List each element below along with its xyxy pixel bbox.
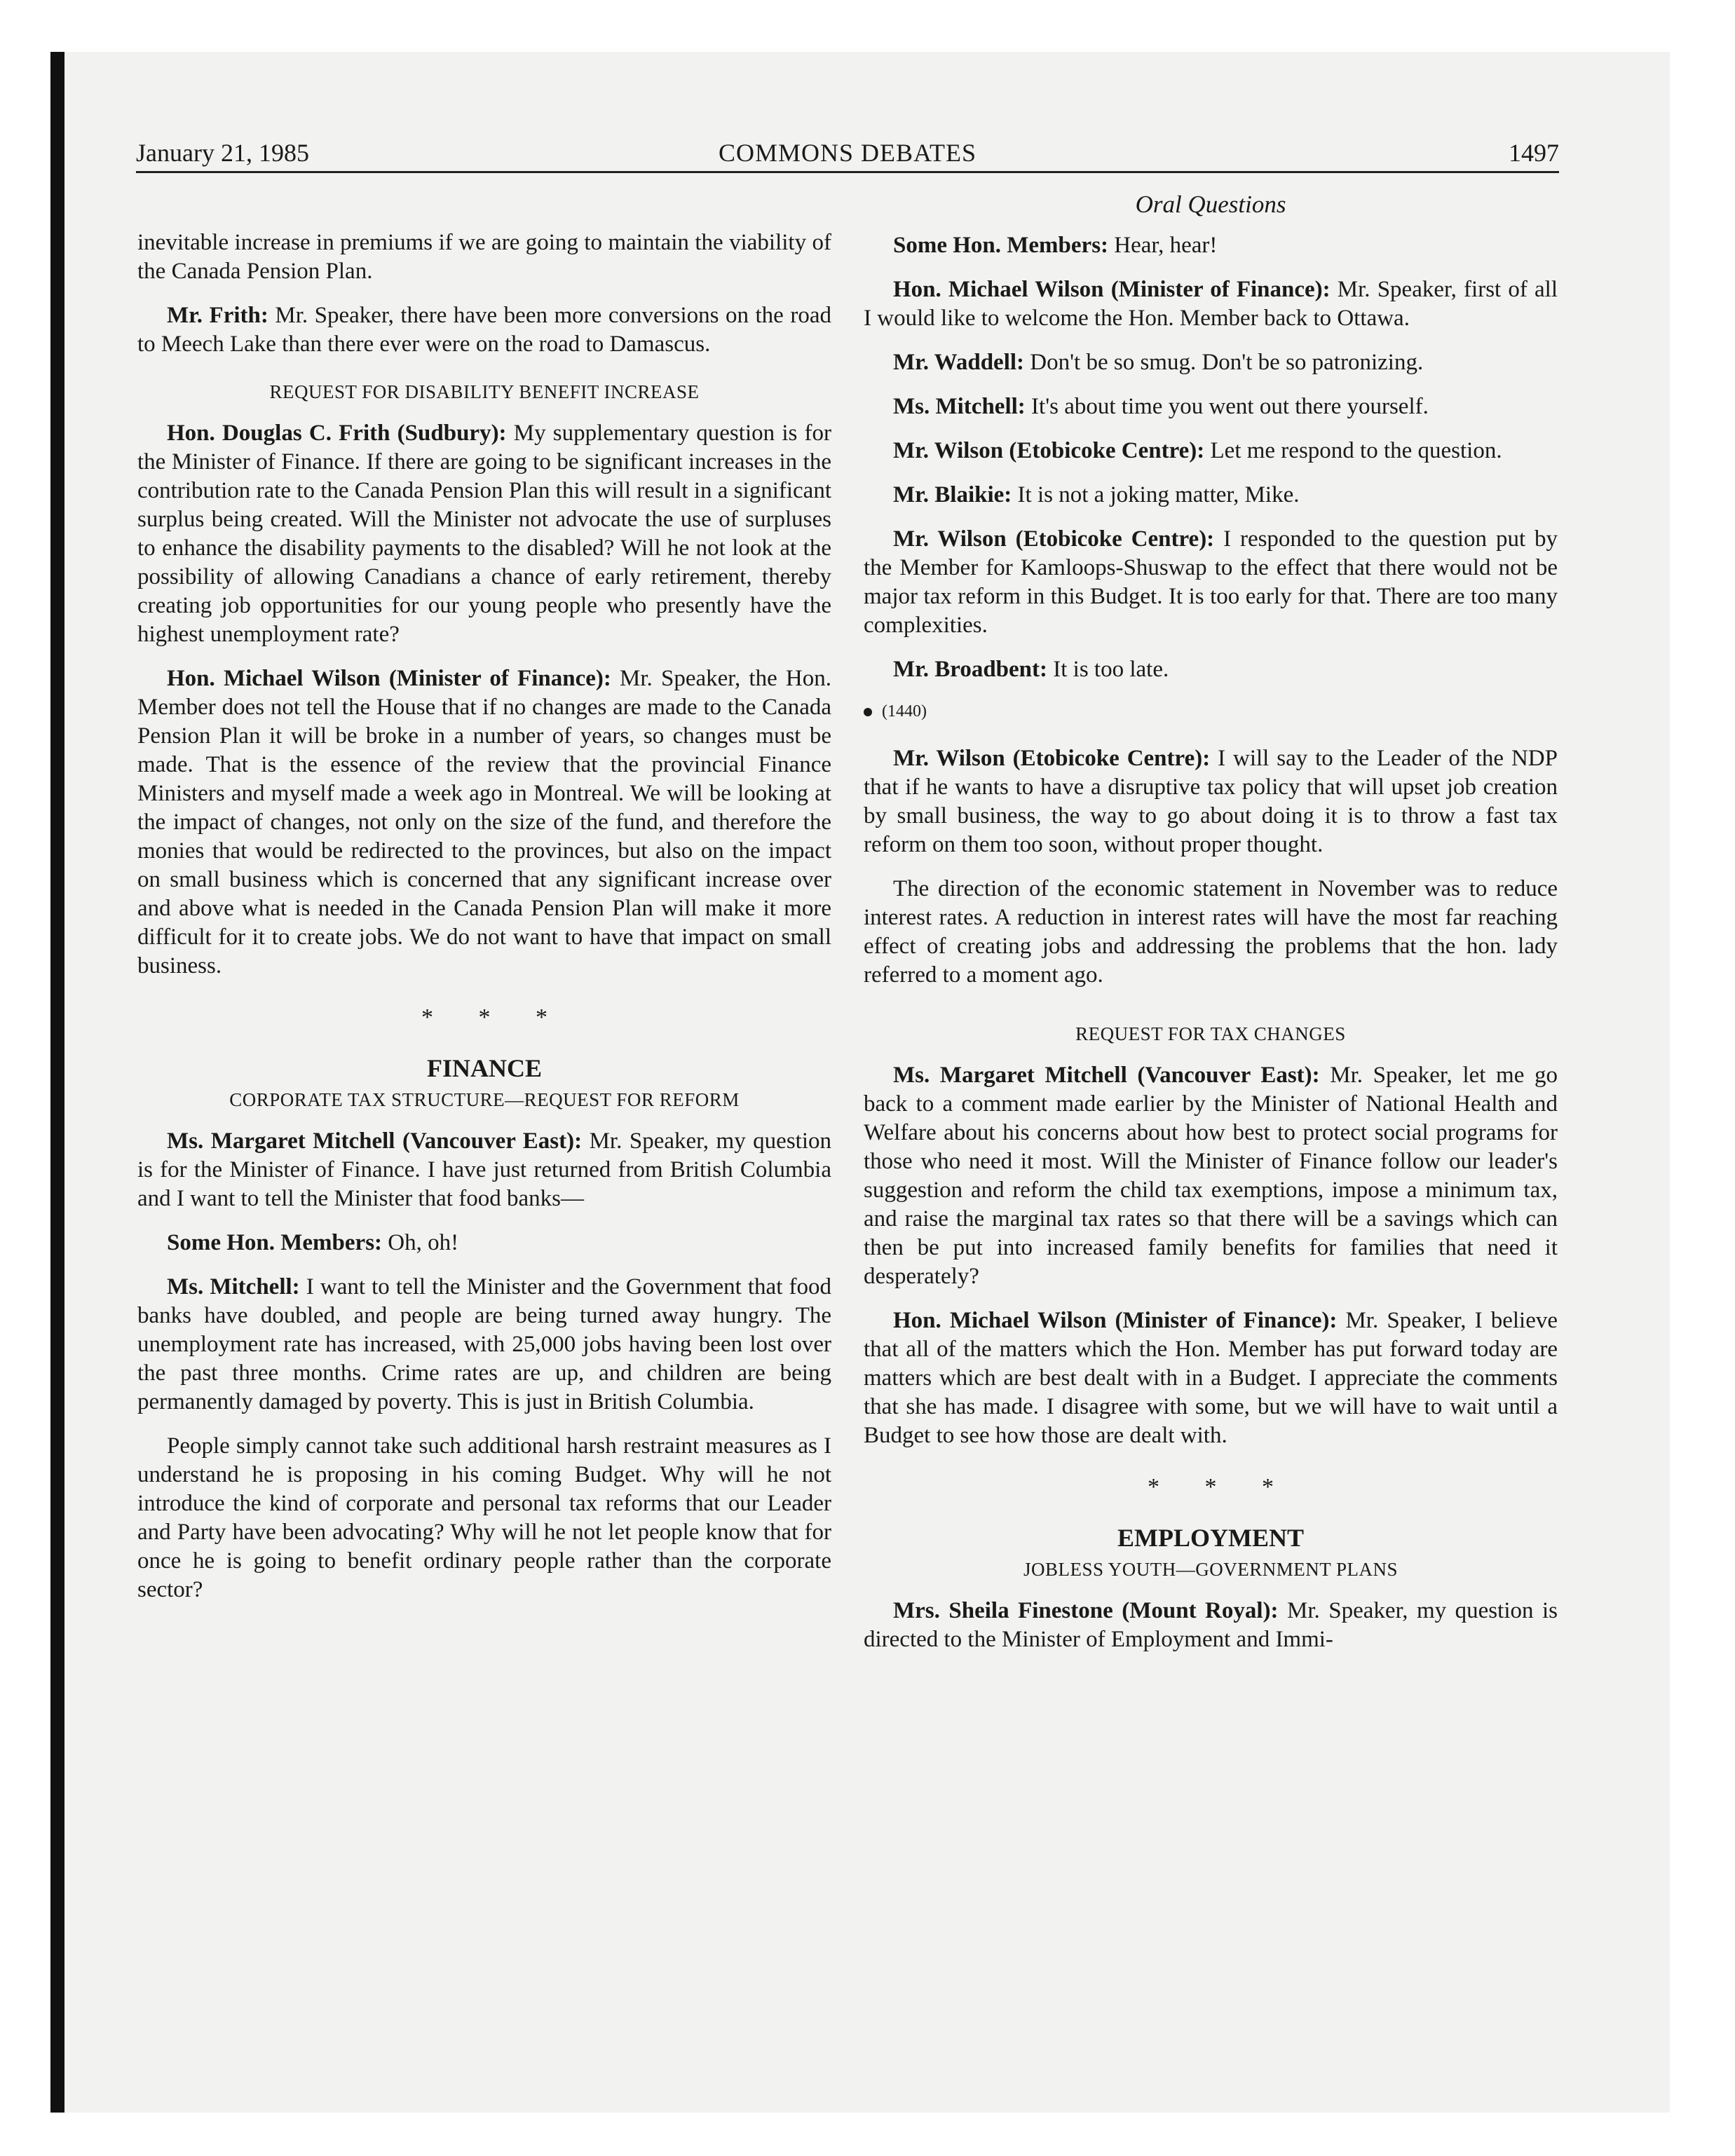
speech-paragraph (864, 1597, 1558, 1654)
speech-text: It's about time you went out there yourself. (1025, 394, 1429, 419)
topic-heading: EMPLOYMENT (1117, 1524, 1304, 1552)
speaker-name: Hon. Michael Wilson (Minister of Finance): (167, 666, 611, 691)
speech-text: I want to tell the Minister and the Government that food banks have doubled, and people are being turned away hungry. The unemployment rate has increased, with 25,000 jobs having been lost over the past three months. Crime rates are up, and children are being permanently damaged by poverty. This is just in British Columbia. (137, 1274, 831, 1414)
section-separator: * * * (421, 1004, 567, 1030)
subheading: JOBLESS YOUTH—GOVERNMENT PLANS (1023, 1559, 1399, 1580)
subheading: REQUEST FOR TAX CHANGES (1075, 1023, 1346, 1044)
speech-paragraph (864, 348, 1558, 377)
header-date: January 21, 1985 (136, 139, 309, 167)
speech-text: Mr. Speaker, there have been more conversions on the road to Meech Lake than there ever were on the road to Damascus. (137, 303, 831, 357)
speech-paragraph (864, 1306, 1558, 1450)
speech-paragraph (137, 664, 831, 981)
speech-text: Let me respond to the question. (1204, 438, 1502, 463)
speech-text: Hear, hear! (1108, 233, 1218, 258)
speech-text: Oh, oh! (382, 1230, 459, 1255)
speaker-name: Ms. Margaret Mitchell (Vancouver East): (893, 1063, 1320, 1088)
speech-paragraph (864, 437, 1558, 465)
speech-paragraph (137, 1273, 831, 1417)
time-marker-text: (1440) (882, 702, 927, 721)
speech-paragraph (864, 481, 1558, 510)
speech-paragraph (864, 275, 1558, 333)
topic-heading: FINANCE (426, 1054, 542, 1082)
speech-paragraph (137, 1127, 831, 1213)
speech-text: Mr. Speaker, first of all I would like to welcome the Hon. Member back to Ottawa. (864, 277, 1558, 331)
speech-text: My supplementary question is for the Minister of Finance. If there are going to be significant increases in the contribution rate to the Canada Pension Plan this will result in a significant surplus being created. Will the Minister not advocate the use of surpluses to enhance the disability payments to the disabled? Will he not look at the possibility of allowing Canadians a chance of early retirement, thereby creating job opportunities for our young people who presently have the highest unemployment rate? (137, 421, 832, 647)
speaker-name: Mr. Wilson (Etobicoke Centre): (893, 438, 1205, 463)
speaker-name: Mrs. Sheila Finestone (Mount Royal): (893, 1598, 1279, 1623)
speech-paragraph (137, 1229, 831, 1257)
paragraph: inevitable increase in premiums if we are going to maintain the viability of the Canada Pension Plan. (137, 230, 831, 284)
speaker-name: Mr. Blaikie: (893, 482, 1012, 507)
speaker-name: Mr. Wilson (Etobicoke Centre): (893, 746, 1211, 771)
speech-paragraph (864, 231, 1558, 260)
speech-text: It is not a joking matter, Mike. (1012, 482, 1300, 507)
speaker-name: Some Hon. Members: (167, 1230, 383, 1255)
speech-text: It is too late. (1047, 657, 1169, 682)
speech-text: Don't be so smug. Don't be so patronizing. (1024, 350, 1424, 375)
speaker-name: Hon. Michael Wilson (Minister of Finance): (893, 277, 1331, 302)
speaker-name: Mr. Frith: (167, 303, 268, 328)
speech-text: Mr. Speaker, the Hon. Member does not tell the House that if no changes are made to the Canada Pension Plan it will be broke in a number of years, so changes must be made. That is the essence of the review that the provincial Finance Ministers and myself made a week ago in Montreal. We will be looking at the impact of changes, not only on the size of the fund, and therefore the monies that would be redirected to the provinces, but also on the impact on small business which is concerned that any significant increase over and above what is needed in the Canada Pension Plan will make it more difficult for it to create jobs. We do not want to have that impact on small business. (137, 666, 831, 978)
speaker-name: Hon. Michael Wilson (Minister of Finance): (893, 1308, 1338, 1333)
speech-text: Mr. Speaker, I believe that all of the matters which the Hon. Member has put forward today are matters which are best dealt with in a Budget. I appreciate the comments that she has made. I disagree with some, but we will have to wait until a Budget to see how those are dealt with. (864, 1308, 1558, 1448)
subheading: REQUEST FOR DISABILITY BENEFIT INCREASE (269, 381, 700, 402)
speech-text: Mr. Speaker, my question is for the Minister of Finance. I have just returned from British Columbia and I want to tell the Minister that food banks— (137, 1128, 832, 1211)
subheading: CORPORATE TAX STRUCTURE—REQUEST FOR REFORM (229, 1089, 740, 1110)
speaker-name: Mr. Waddell: (893, 350, 1025, 375)
paragraph: The direction of the economic statement in November was to reduce interest rates. A reduction in interest rates will have the most far reaching effect of creating jobs and addressing the problems that the hon. lady referred to a moment ago. (864, 876, 1558, 988)
speech-paragraph (864, 744, 1558, 859)
speaker-name: Hon. Douglas C. Frith (Sudbury): (167, 421, 507, 446)
page-number: 1497 (1509, 139, 1559, 167)
speaker-name: Some Hon. Members: (893, 233, 1109, 258)
paragraph: People simply cannot take such additional harsh restraint measures as I understand he is proposing in his coming Budget. Why will he not introduce the kind of corporate and personal tax reforms that our Leader and Party have been advocating? Why will he not let people know that for once he is going to benefit ordinary people rather than the corporate sector? (137, 1433, 831, 1602)
header-title: COMMONS DEBATES (718, 139, 977, 167)
speech-paragraph (137, 301, 831, 359)
speech-paragraph (137, 419, 831, 649)
speech-paragraph (864, 525, 1558, 640)
section-title: Oral Questions (1135, 191, 1286, 218)
speech-paragraph (864, 1061, 1558, 1291)
speaker-name: Ms. Mitchell: (893, 394, 1026, 419)
scan-edge (50, 52, 64, 2113)
speaker-name: Ms. Margaret Mitchell (Vancouver East): (167, 1128, 583, 1154)
page-header (136, 135, 1559, 173)
speech-paragraph (864, 393, 1558, 421)
bullet-dot-icon (864, 708, 872, 716)
speaker-name: Mr. Wilson (Etobicoke Centre): (893, 526, 1215, 552)
speech-text: Mr. Speaker, let me go back to a comment made earlier by the Minister of National Health and Welfare about his concerns about how best to protect social programs for those who need it most. Will the Minister of Finance follow our leader's suggestion and reform the child tax exemptions, impose a minimum tax, and raise the marginal tax rates so that there will be a savings which can then be put into increased family benefits for families that need it desperately? (864, 1063, 1558, 1289)
left-column (137, 189, 831, 1620)
section-separator: * * * (1148, 1474, 1293, 1500)
speaker-name: Mr. Broadbent: (893, 657, 1048, 682)
speech-text: I will say to the Leader of the NDP that if he wants to have a disruptive tax policy that will upset job creation by small business, the way to go about doing it is to throw a fast tax reform on them too soon, without proper thought. (864, 746, 1558, 857)
right-column (864, 189, 1558, 1670)
speech-text: Mr. Speaker, my question is directed to the Minister of Employment and Immi- (864, 1598, 1558, 1652)
speaker-name: Ms. Mitchell: (167, 1274, 300, 1299)
time-marker (864, 700, 1558, 723)
speech-paragraph (864, 655, 1558, 684)
speech-text: I responded to the question put by the Member for Kamloops-Shuswap to the effect that there would not be major tax reform in this Budget. It is too early for that. There are too many complexities. (864, 526, 1558, 638)
